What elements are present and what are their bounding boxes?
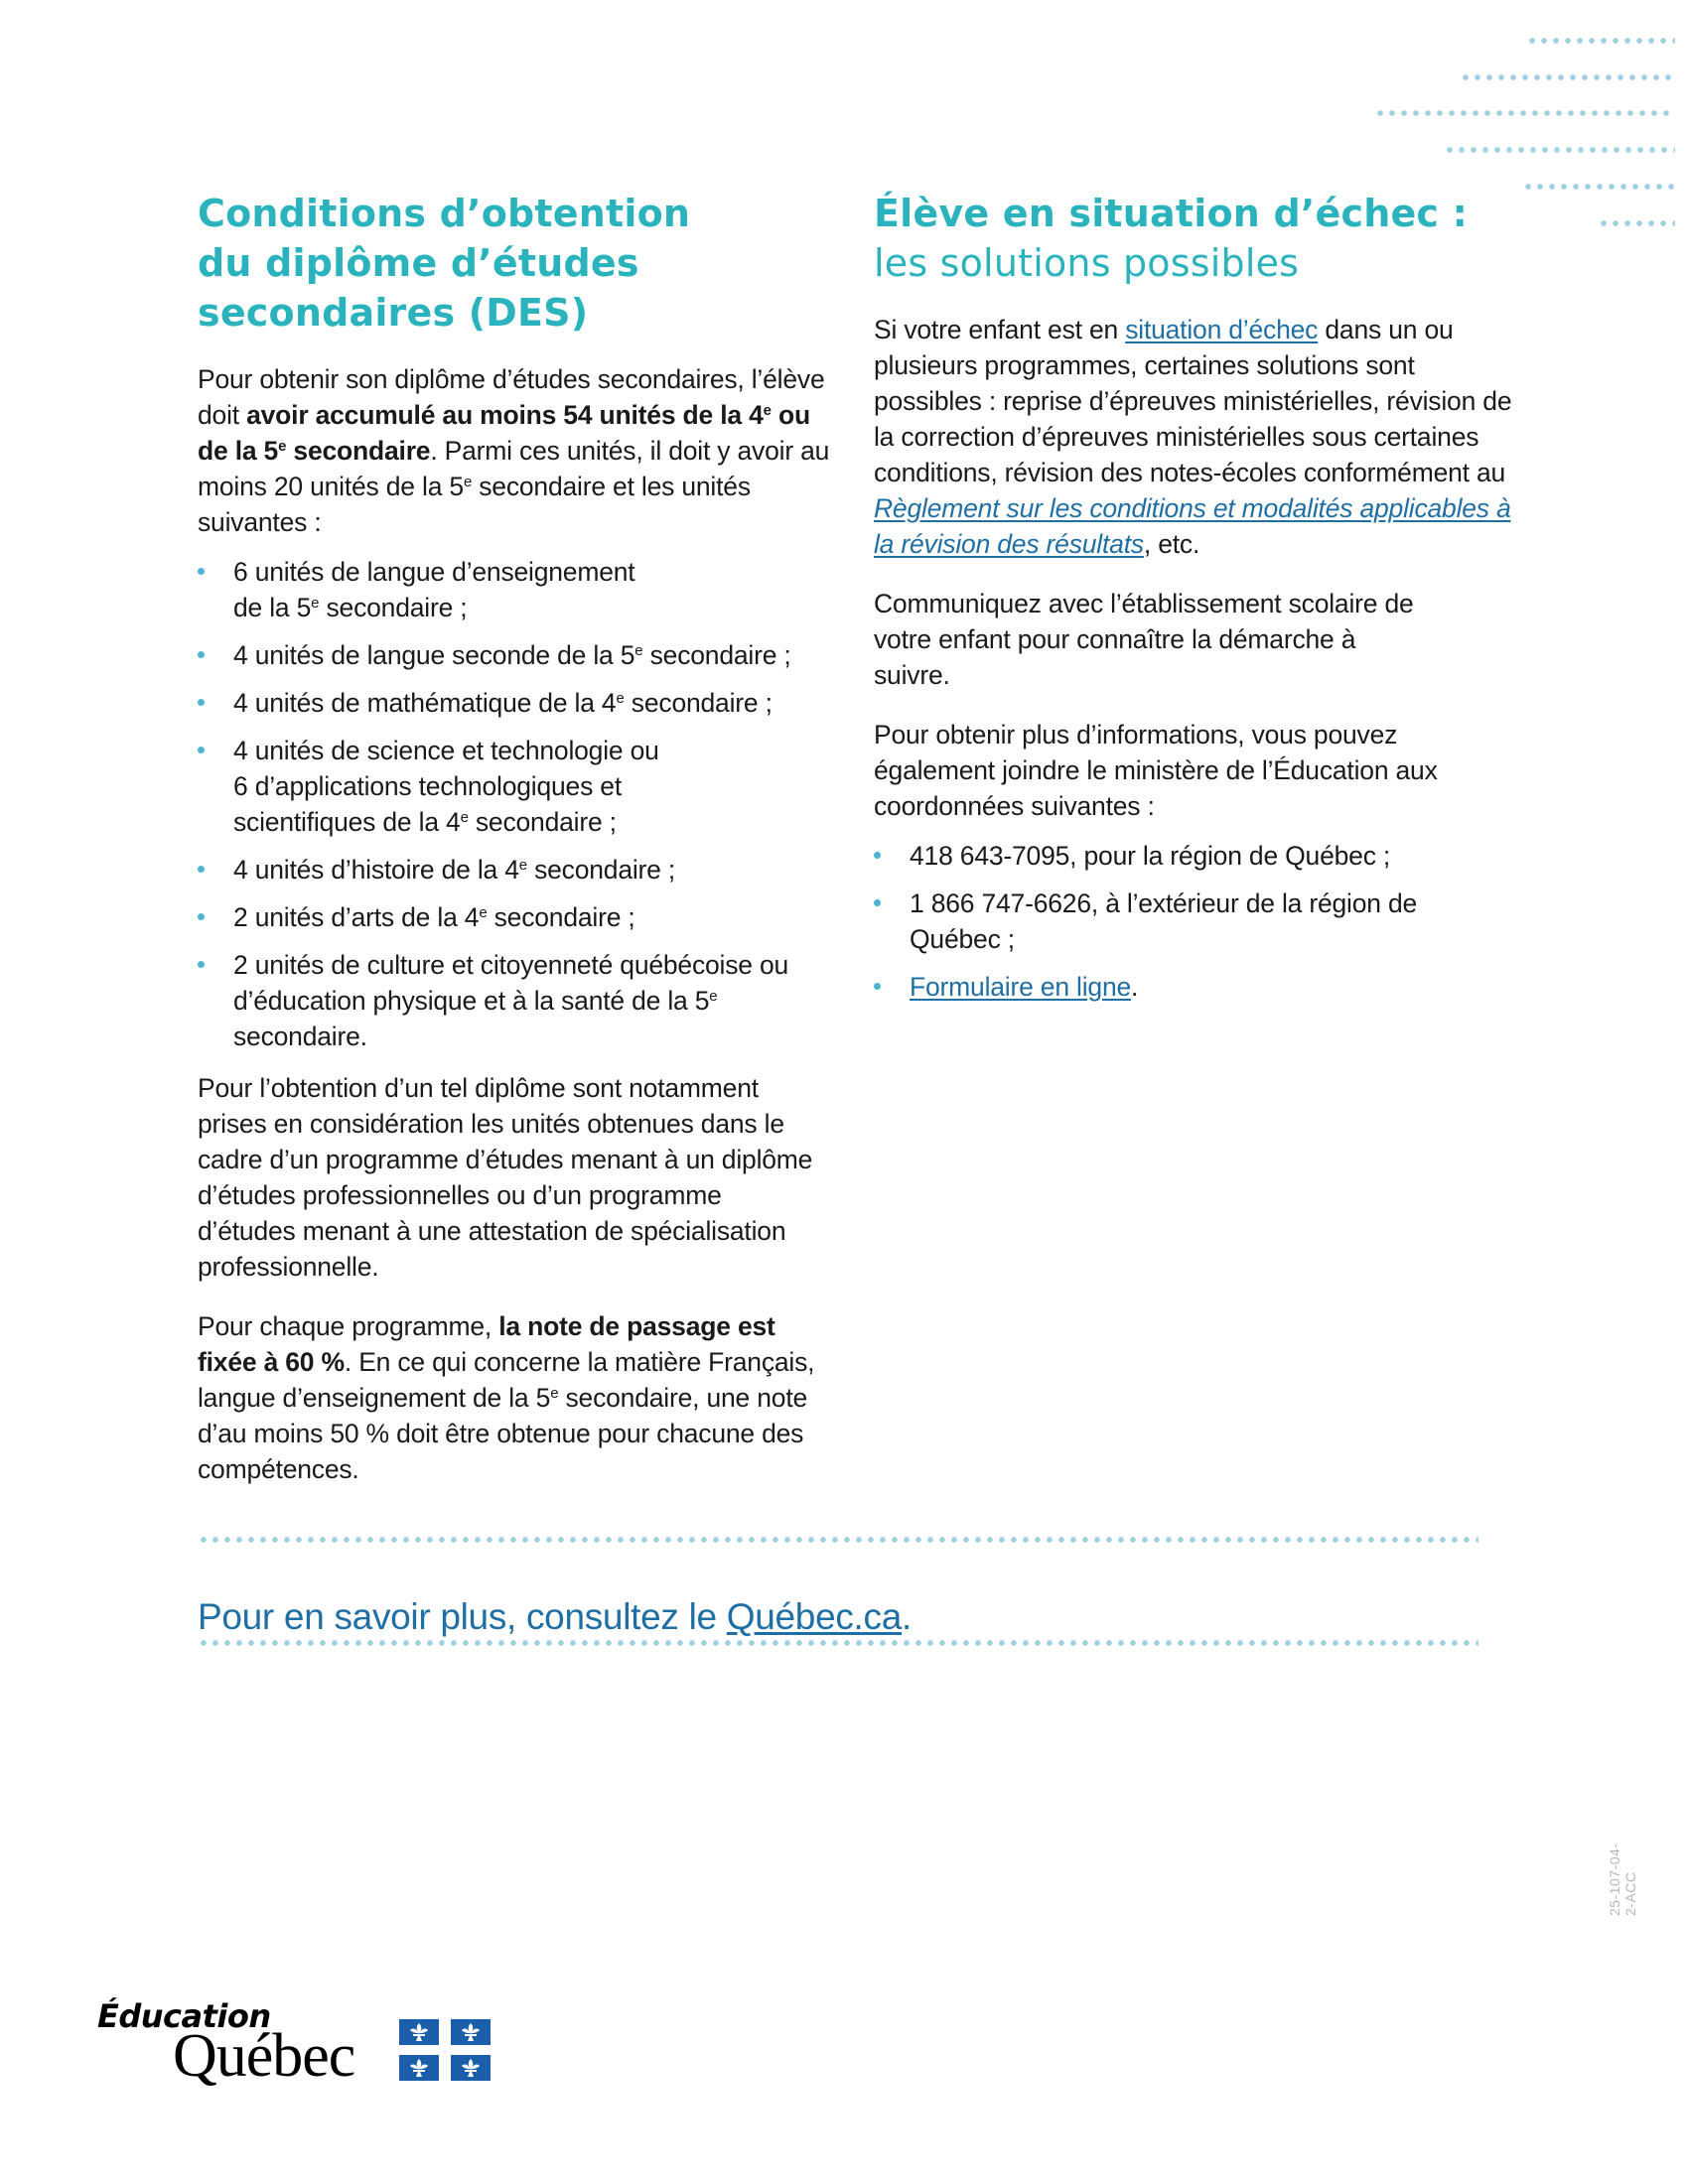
text: 2 unités de culture et citoyenneté québécoise ou d’éducation physique et à la santé de la 5 bbox=[233, 950, 789, 1016]
decorative-dots bbox=[1598, 220, 1675, 226]
section-title-des-conditions bbox=[198, 189, 833, 338]
intro-paragraph bbox=[198, 361, 833, 540]
text: 4 unités de langue seconde de la 5 bbox=[233, 640, 635, 670]
superscript: e bbox=[709, 988, 718, 1005]
bullet-icon bbox=[874, 983, 881, 990]
list-item-phone-tollfree bbox=[874, 886, 1426, 957]
failure-paragraph bbox=[874, 312, 1519, 562]
text: avoir accumulé au moins 54 unités de la 4 bbox=[246, 400, 764, 430]
decorative-dots bbox=[1374, 110, 1675, 116]
text: Pour obtenir son diplôme d’études secondaires, l’élève doit bbox=[198, 364, 825, 430]
decorative-dots bbox=[1522, 184, 1675, 190]
superscript: e bbox=[763, 402, 772, 419]
decorative-dots bbox=[1444, 147, 1675, 153]
contact-list bbox=[874, 838, 1529, 1005]
bullet-icon bbox=[198, 913, 205, 920]
des-conditions-section bbox=[198, 189, 833, 1487]
document-code: 25-107-04-2-ACC bbox=[1607, 1843, 1638, 1916]
text: 6 unités de langue d’enseignement de la 5 bbox=[233, 557, 635, 622]
bullet-icon bbox=[198, 651, 205, 658]
contact-school-paragraph: Communiquez avec l’établissement scolaire de votre enfant pour connaître la démarche à suivre. bbox=[874, 589, 1414, 690]
quebec-flag-icon bbox=[399, 2019, 491, 2081]
text: secondaire ; bbox=[624, 688, 773, 718]
superscript: e bbox=[463, 474, 473, 490]
situation-echec-link[interactable]: situation d’échec bbox=[1125, 315, 1319, 344]
education-quebec-logo bbox=[95, 1997, 512, 2097]
list-item bbox=[198, 947, 799, 1054]
text: 2 unités d’arts de la 4 bbox=[233, 902, 480, 932]
ministry-info-paragraph: Pour obtenir plus d’informations, vous pouvez également joindre le ministère de l’Éducation aux coordonnées suivantes : bbox=[874, 720, 1438, 821]
text: . bbox=[1131, 972, 1139, 1002]
title-line: Élève en situation d’échec : bbox=[874, 192, 1468, 235]
decorative-dots bbox=[1526, 38, 1675, 44]
passing-grade-paragraph bbox=[198, 1308, 823, 1487]
superscript: e bbox=[518, 857, 527, 874]
text: . En ce qui concerne la matière Français, langue d’enseignement de la 5 bbox=[198, 1347, 815, 1413]
superscript: e bbox=[311, 595, 320, 612]
list-item bbox=[198, 637, 833, 673]
section-title-failure bbox=[874, 189, 1529, 288]
text: , etc. bbox=[1143, 529, 1200, 559]
logo-quebec-text: Québec bbox=[173, 2022, 355, 2090]
title-line: secondaires (DES) bbox=[198, 291, 589, 335]
bullet-icon bbox=[874, 899, 881, 906]
list-item bbox=[198, 733, 670, 840]
logo-education-text: Éducation bbox=[97, 1997, 271, 2035]
text: . bbox=[902, 1596, 912, 1637]
list-item bbox=[198, 554, 660, 625]
text: secondaire ; bbox=[468, 807, 617, 837]
text: secondaire, une note d’au moins 50 % doit être obtenue pour chacune des compétences. bbox=[198, 1383, 808, 1484]
list-item-phone-quebec bbox=[874, 838, 1529, 874]
bullet-icon bbox=[198, 961, 205, 968]
bullet-icon bbox=[874, 852, 881, 859]
list-item bbox=[198, 899, 833, 935]
superscript: e bbox=[278, 438, 287, 455]
superscript: e bbox=[616, 690, 625, 707]
text: secondaire. bbox=[233, 1022, 367, 1051]
text: Si votre enfant est en bbox=[874, 315, 1126, 344]
bullet-icon bbox=[198, 699, 205, 706]
superscript: e bbox=[479, 904, 488, 921]
text: Pour en savoir plus, consultez le bbox=[198, 1596, 727, 1637]
text: secondaire ; bbox=[487, 902, 635, 932]
text: dans un ou plusieurs programmes, certaines solutions sont possibles : reprise d’épreuves ministérielles, révision de la correction d’épreuves ministérielles sous certaines conditions, révision des notes-écoles conformément au bbox=[874, 315, 1512, 487]
list-item-online-form bbox=[874, 969, 1529, 1005]
section-subtitle: les solutions possibles bbox=[874, 241, 1300, 285]
text: secondaire ; bbox=[319, 593, 468, 622]
text: 4 unités de mathématique de la 4 bbox=[233, 688, 617, 718]
decorative-dots bbox=[1460, 74, 1675, 80]
bullet-icon bbox=[198, 747, 205, 753]
divider-dots bbox=[198, 1537, 1478, 1543]
professional-units-paragraph: Pour l’obtention d’un tel diplôme sont notamment prises en considération les unités obtenues dans le cadre d’un programme d’études menant à un diplôme d’études professionnelles ou d’un programme d’études menant à une attestation de spécialisation professionnelle. bbox=[198, 1073, 813, 1282]
superscript: e bbox=[634, 642, 643, 659]
list-item bbox=[198, 685, 833, 721]
text: ou de la 5 bbox=[198, 400, 810, 466]
text: 418 643-7095, pour la région de Québec ; bbox=[910, 841, 1391, 871]
text: 4 unités de science et technologie ou 6 d’applications technologiques et scientifiques de la 4 bbox=[233, 736, 659, 837]
text: secondaire bbox=[286, 436, 431, 466]
bullet-icon bbox=[198, 866, 205, 873]
text: Pour chaque programme, bbox=[198, 1311, 499, 1341]
text: 4 unités d’histoire de la 4 bbox=[233, 855, 519, 885]
quebec-ca-link[interactable]: Québec.ca bbox=[726, 1596, 903, 1637]
bold-text: la note de passage est fixée à 60 % bbox=[198, 1311, 775, 1377]
text: 1 866 747-6626, à l’extérieur de la région de Québec ; bbox=[910, 888, 1418, 954]
divider-dots bbox=[198, 1640, 1478, 1646]
bullet-icon bbox=[198, 568, 205, 575]
online-form-link[interactable]: Formulaire en ligne bbox=[910, 972, 1132, 1002]
learn-more-line bbox=[198, 1596, 912, 1638]
failure-solutions-section bbox=[874, 189, 1529, 1017]
text: secondaire ; bbox=[642, 640, 791, 670]
required-units-list bbox=[198, 554, 833, 1054]
title-line: Conditions d’obtention bbox=[198, 192, 691, 235]
reglement-link[interactable]: Règlement sur les conditions et modalités applicables à la révision des résultats bbox=[874, 493, 1511, 559]
text: secondaire et les unités suivantes : bbox=[198, 472, 751, 537]
text: . Parmi ces unités, il doit y avoir au moins 20 unités de la 5 bbox=[198, 436, 830, 501]
title-line: du diplôme d’études bbox=[198, 241, 639, 285]
superscript: e bbox=[460, 809, 469, 826]
list-item bbox=[198, 852, 833, 887]
text: secondaire ; bbox=[526, 855, 676, 885]
superscript: e bbox=[550, 1385, 559, 1402]
